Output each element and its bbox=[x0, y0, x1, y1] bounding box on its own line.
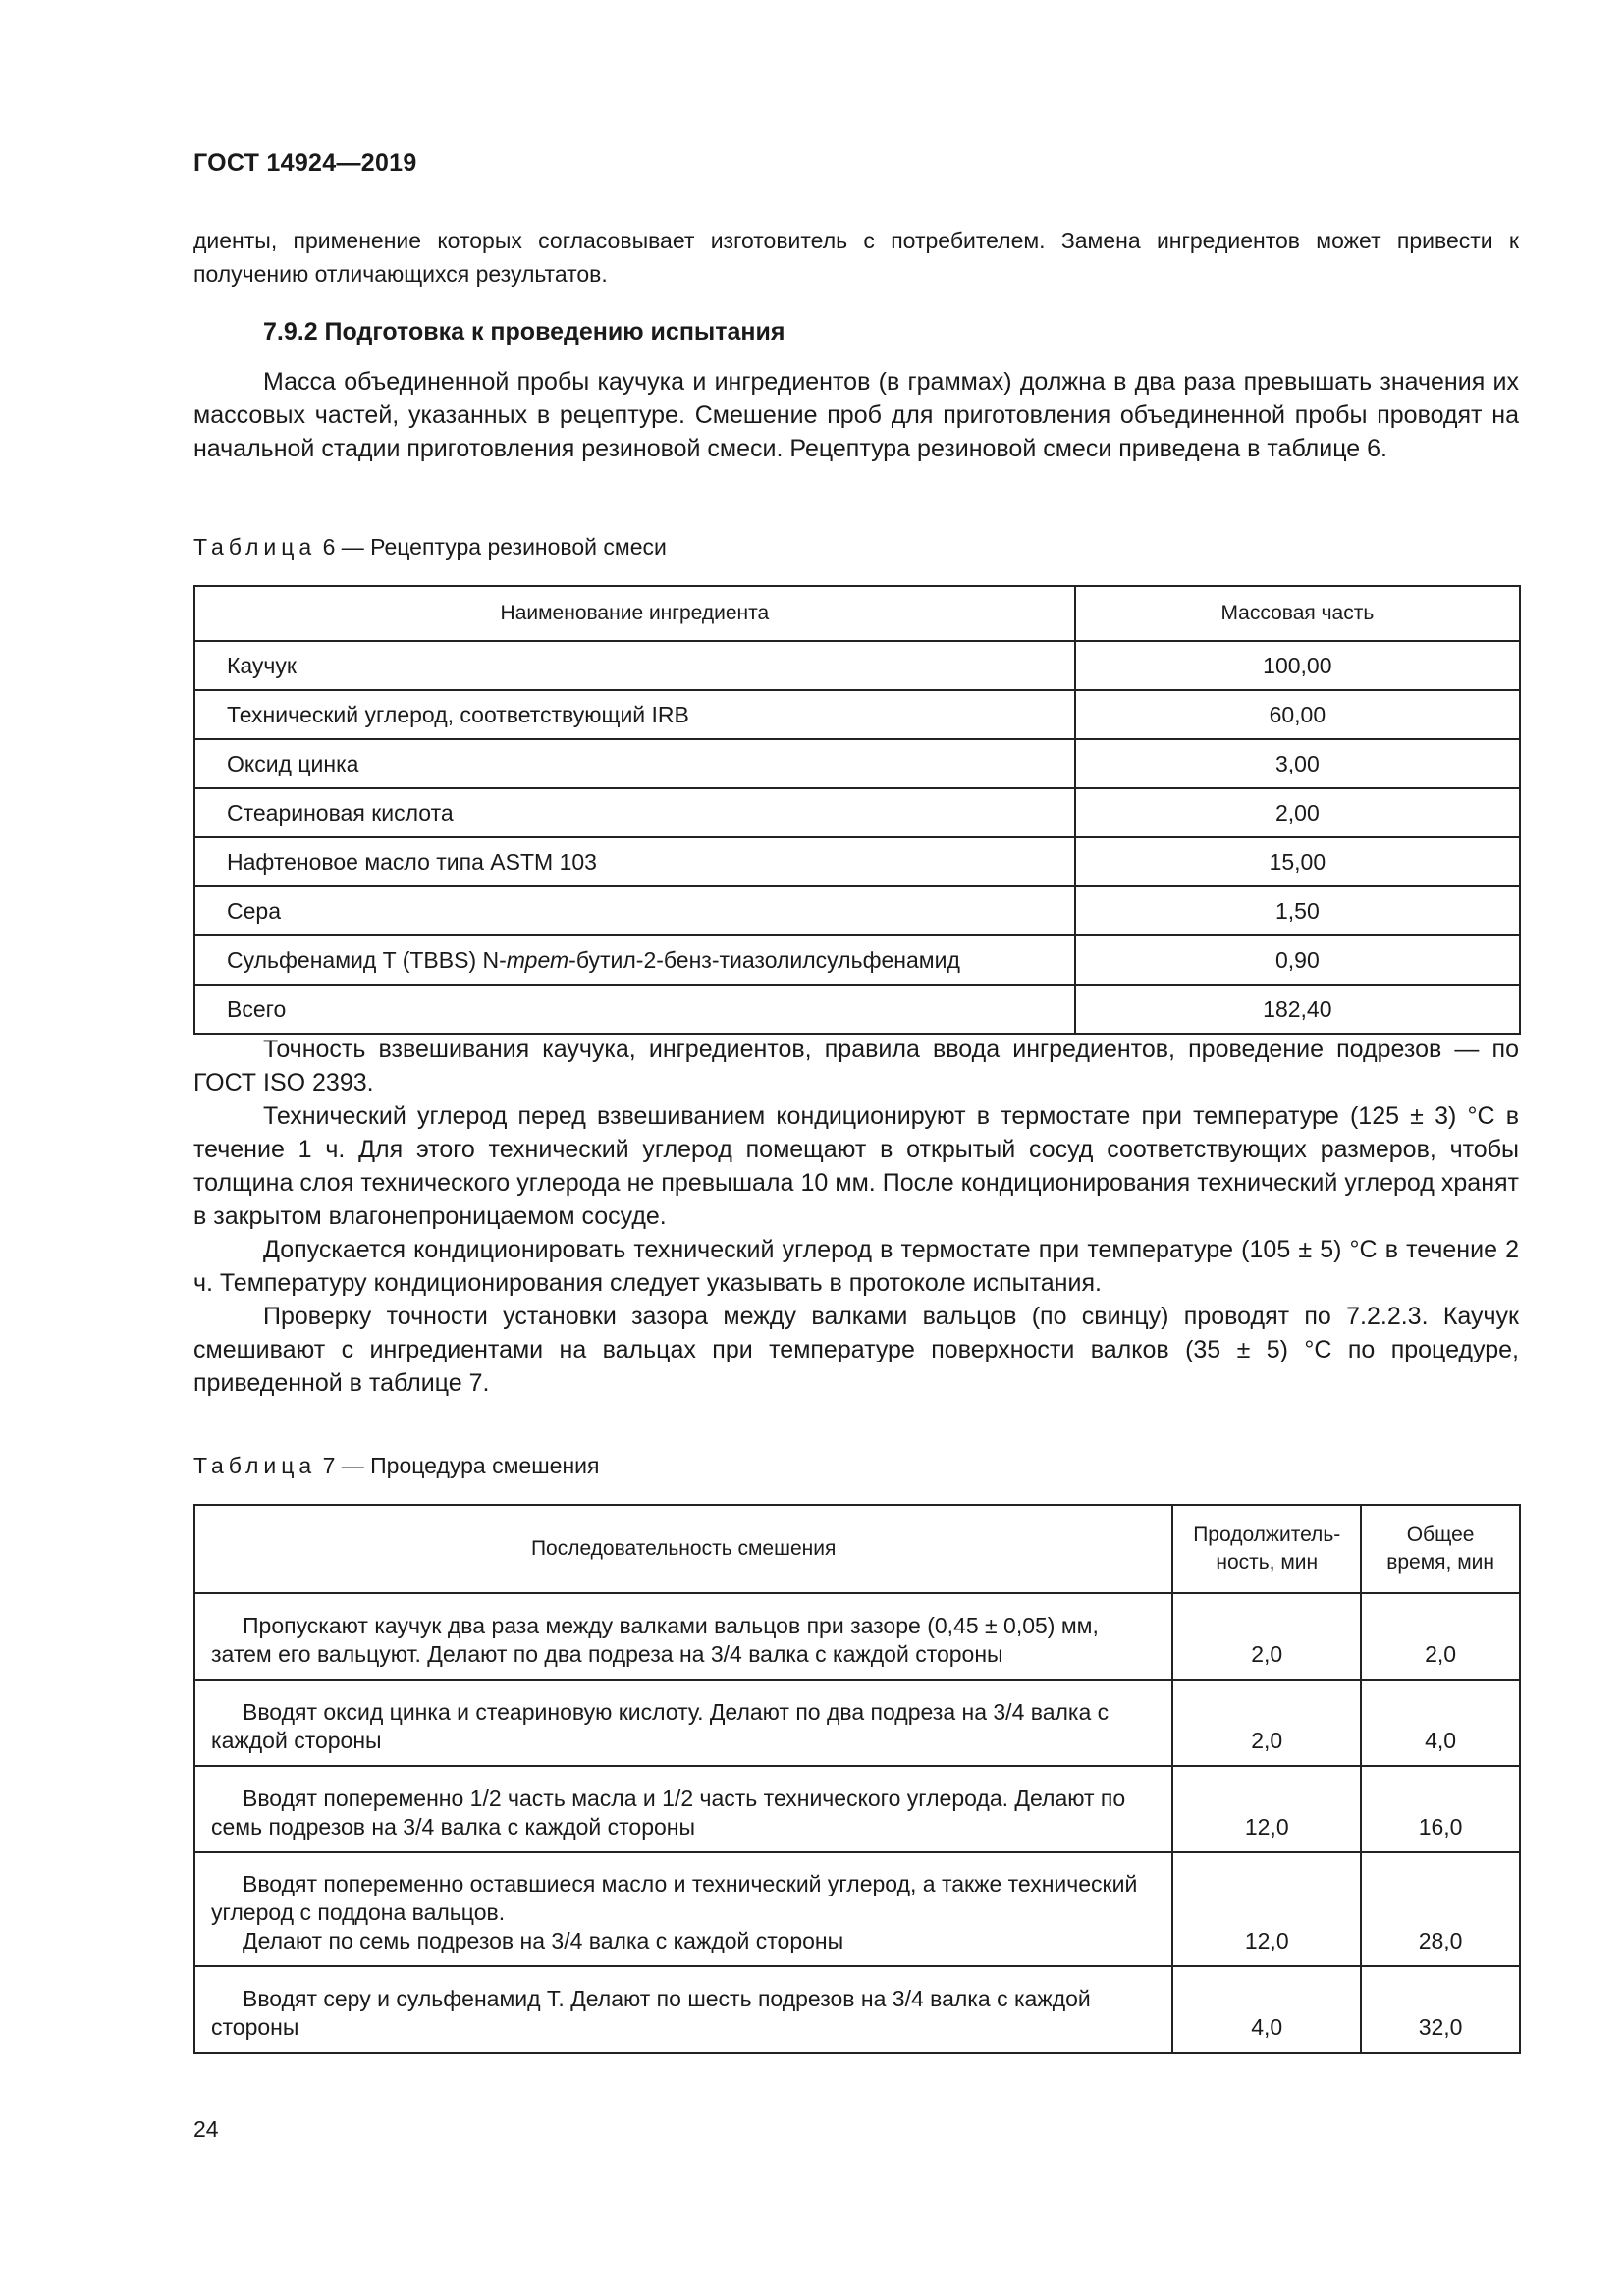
mixing-step bbox=[194, 1966, 1172, 2053]
step-total: 4,0 bbox=[1361, 1680, 1520, 1766]
table7-caption-label: Таблица bbox=[193, 1453, 317, 1478]
table-row bbox=[194, 690, 1520, 739]
ingredient-mass: 0,90 bbox=[1075, 935, 1520, 985]
table6-header-ingredient: Наименование ингредиента bbox=[194, 586, 1075, 641]
table6-header-row bbox=[194, 586, 1520, 641]
ingredient-name: Стеариновая кислота bbox=[194, 788, 1075, 837]
step-total: 16,0 bbox=[1361, 1766, 1520, 1852]
table7-caption-text: 7 — Процедура смешения bbox=[322, 1453, 600, 1478]
ingredient-name: Нафтеновое масло типа ASTM 103 bbox=[194, 837, 1075, 886]
mixing-step-text: Вводят попеременно 1/2 часть масла и 1/2 часть технического углерода. Делают по семь подрезов на 3/4 валка с каждой стороны bbox=[211, 1786, 1126, 1840]
table6-header-mass: Массовая часть bbox=[1075, 586, 1520, 641]
ingredient-mass: 3,00 bbox=[1075, 739, 1520, 788]
step-duration: 12,0 bbox=[1172, 1852, 1361, 1966]
paragraph-conditioning: Технический углерод перед взвешиванием кондиционируют в термостате при температуре (125 ± 3) °С в течение 1 ч. Для этого технический углерод помещают в открытый сосуд соответствующих размеров, чтобы толщина слоя технического углерода не превышала 10 мм. После кондиционирования технический углерод хранят в закрытом влагонепроницаемом сосуде. bbox=[193, 1102, 1519, 1230]
table-row bbox=[194, 739, 1520, 788]
mixing-step-text: Вводят оксид цинка и стеариновую кислоту. Делают по два подреза на 3/4 валка с каждой стороны bbox=[211, 1699, 1110, 1753]
step-total: 32,0 bbox=[1361, 1966, 1520, 2053]
paragraph-conditioning-alt: Допускается кондиционировать технический углерод в термостате при температуре (105 ± 5) °С в течение 2 ч. Температуру кондиционирования следует указывать в протоколе испытания. bbox=[193, 1236, 1519, 1297]
table7-caption bbox=[193, 1453, 599, 1479]
step-duration: 2,0 bbox=[1172, 1593, 1361, 1680]
step-duration: 4,0 bbox=[1172, 1966, 1361, 2053]
table7-header-duration: Продолжитель- ность, мин bbox=[1172, 1505, 1361, 1593]
table-row bbox=[194, 1766, 1520, 1852]
table7-header-total: Общее время, мин bbox=[1361, 1505, 1520, 1593]
section-paragraph: Масса объединенной пробы каучука и ингредиентов (в граммах) должна в два раза превышать значения их массовых частей, указанных в рецептуре. Смешение проб для приготовления объединенной пробы проводят на начальной стадии приготовления резиновой смеси. Рецептура резиновой смеси приведена в таблице 6. bbox=[193, 368, 1519, 462]
table7-header-row bbox=[194, 1505, 1520, 1593]
table6-caption bbox=[193, 534, 667, 561]
table-row bbox=[194, 1680, 1520, 1766]
ingredient-mass: 60,00 bbox=[1075, 690, 1520, 739]
mixing-step-text: Вводят попеременно оставшиеся масло и технический углерод, а также технический углерод с поддона вальцов. bbox=[211, 1871, 1138, 1925]
total-mass: 182,40 bbox=[1075, 985, 1520, 1034]
table-row bbox=[194, 935, 1520, 985]
ingredient-name-part: Сульфенамид T (TBBS) N- bbox=[227, 946, 507, 973]
table-row-total bbox=[194, 985, 1520, 1034]
ingredient-mass: 2,00 bbox=[1075, 788, 1520, 837]
document-header: ГОСТ 14924—2019 bbox=[193, 149, 417, 177]
ingredient-mass: 15,00 bbox=[1075, 837, 1520, 886]
intro-paragraph: диенты, применение которых согласовывает изготовитель с потребителем. Замена ингредиентов может привести к получению отличающихся результатов. bbox=[193, 228, 1519, 287]
step-total: 28,0 bbox=[1361, 1852, 1520, 1966]
mixing-step-text: Делают по семь подрезов на 3/4 валка с каждой стороны bbox=[243, 1928, 844, 1953]
ingredient-name: Технический углерод, соответствующий IRB bbox=[194, 690, 1075, 739]
table7 bbox=[193, 1504, 1521, 2054]
section-title: 7.9.2 Подготовка к проведению испытания bbox=[263, 318, 785, 346]
mixing-step bbox=[194, 1593, 1172, 1680]
table-row bbox=[194, 1852, 1520, 1966]
table-row bbox=[194, 886, 1520, 935]
table6-caption-text: 6 — Рецептура резиновой смеси bbox=[322, 534, 667, 560]
table7-header-sequence: Последовательность смешения bbox=[194, 1505, 1172, 1593]
step-total: 2,0 bbox=[1361, 1593, 1520, 1680]
total-label: Всего bbox=[194, 985, 1075, 1034]
table-row bbox=[194, 1593, 1520, 1680]
step-duration: 2,0 bbox=[1172, 1680, 1361, 1766]
table-row bbox=[194, 788, 1520, 837]
mixing-step-text: Вводят серу и сульфенамид Т. Делают по шесть подрезов на 3/4 валка с каждой стороны bbox=[211, 1986, 1091, 2040]
table-row bbox=[194, 641, 1520, 690]
step-duration: 12,0 bbox=[1172, 1766, 1361, 1852]
table6 bbox=[193, 585, 1521, 1035]
ingredient-name: Оксид цинка bbox=[194, 739, 1075, 788]
mixing-step bbox=[194, 1680, 1172, 1766]
paragraph-gap-check: Проверку точности установки зазора между валками вальцов (по свинцу) проводят по 7.2.2.3. Каучук смешивают с ингредиентами на вальцах при температуре поверхности валков (35 ± 5) °С по процедуре, приведенной в таблице 7. bbox=[193, 1303, 1519, 1397]
ingredient-name: Каучук bbox=[194, 641, 1075, 690]
mixing-step-text: Пропускают каучук два раза между валками вальцов при зазоре (0,45 ± 0,05) мм, затем его вальцуют. Делают по два подреза на 3/4 валка с каждой стороны bbox=[211, 1613, 1099, 1667]
ingredient-name-part: -бутил-2-бенз-тиазолилсульфенамид bbox=[568, 946, 960, 973]
table6-caption-label: Таблица bbox=[193, 534, 317, 560]
paragraph-weighing: Точность взвешивания каучука, ингредиентов, правила ввода ингредиентов, проведение подрезов — по ГОСТ ISO 2393. bbox=[193, 1036, 1519, 1096]
page-number: 24 bbox=[193, 2116, 219, 2142]
ingredient-name: Сера bbox=[194, 886, 1075, 935]
ingredient-mass: 100,00 bbox=[1075, 641, 1520, 690]
mixing-step bbox=[194, 1852, 1172, 1966]
table-row bbox=[194, 1966, 1520, 2053]
ingredient-mass: 1,50 bbox=[1075, 886, 1520, 935]
ingredient-name-italic: трет bbox=[506, 946, 569, 973]
mixing-step bbox=[194, 1766, 1172, 1852]
table-row bbox=[194, 837, 1520, 886]
ingredient-name bbox=[194, 935, 1075, 985]
